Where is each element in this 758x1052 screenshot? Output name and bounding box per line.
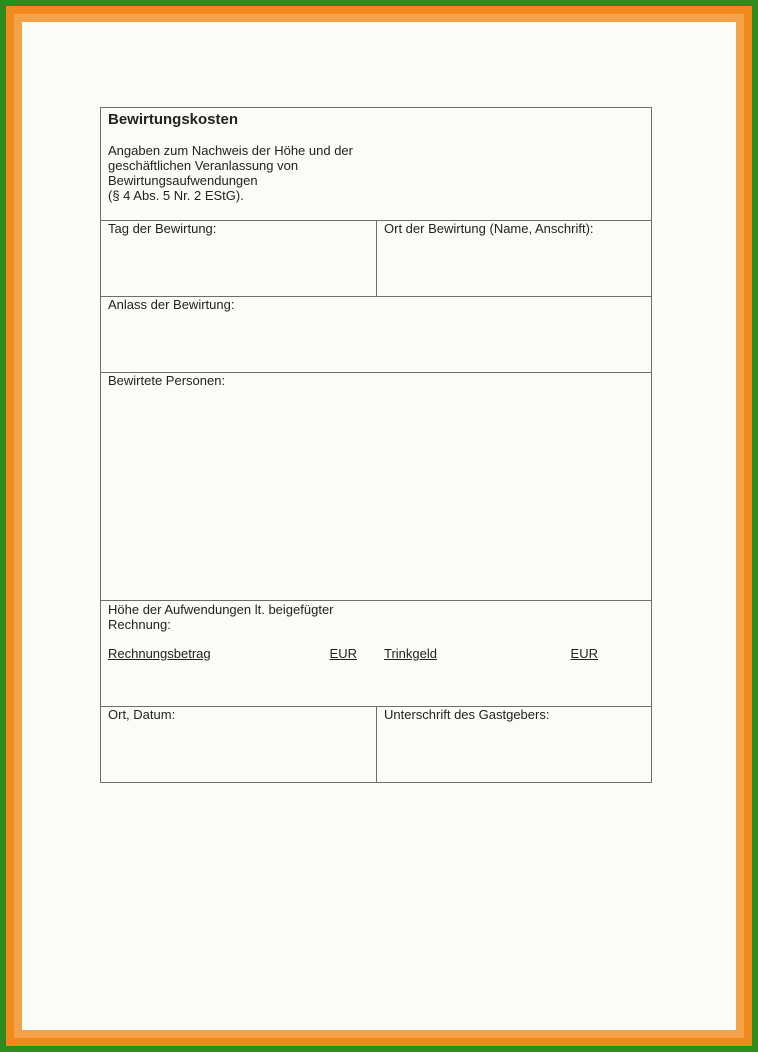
- anlass-row: [101, 296, 651, 372]
- rechnungsbetrag-field[interactable]: [108, 646, 357, 661]
- tag-ort-row: [101, 220, 651, 296]
- ort-bewirtung-label: Ort der Bewirtung (Name, Anschrift):: [384, 221, 594, 236]
- document-page: [22, 22, 736, 1030]
- form-header-cell: [101, 108, 651, 220]
- unterschrift-label: Unterschrift des Gastgebers:: [384, 707, 550, 722]
- personen-field[interactable]: [101, 373, 651, 600]
- tag-field[interactable]: [101, 221, 376, 296]
- form-subtitle: Angaben zum Nachweis der Höhe und der geschäftlichen Veranlassung von Bewirtungsaufwendungen (§ 4 Abs. 5 Nr. 2 EStG).: [108, 143, 353, 203]
- ort-datum-field[interactable]: [101, 707, 376, 782]
- hoehe-cell: [101, 601, 651, 706]
- bewirtung-form: [100, 107, 652, 783]
- trinkgeld-label: Trinkgeld: [384, 646, 437, 661]
- hoehe-label: Höhe der Aufwendungen lt. beigefügter Rechnung:: [108, 602, 334, 632]
- personen-row: [101, 372, 651, 600]
- ort-datum-row: [101, 706, 651, 782]
- amounts-line: [108, 646, 644, 661]
- personen-label: Bewirtete Personen:: [108, 373, 226, 388]
- hoehe-row: [101, 600, 651, 706]
- rechnungsbetrag-label: Rechnungsbetrag: [108, 646, 211, 661]
- rechnungsbetrag-currency: EUR: [329, 646, 357, 661]
- trinkgeld-currency: EUR: [570, 646, 598, 661]
- form-header-row: [101, 108, 651, 220]
- ort-bewirtung-field[interactable]: [376, 221, 651, 296]
- anlass-label: Anlass der Bewirtung:: [108, 297, 235, 312]
- tag-label: Tag der Bewirtung:: [108, 221, 217, 236]
- ort-datum-label: Ort, Datum:: [108, 707, 176, 722]
- trinkgeld-field[interactable]: [384, 646, 598, 661]
- form-title: Bewirtungskosten: [108, 111, 239, 128]
- anlass-field[interactable]: [101, 297, 651, 372]
- unterschrift-field[interactable]: [376, 707, 651, 782]
